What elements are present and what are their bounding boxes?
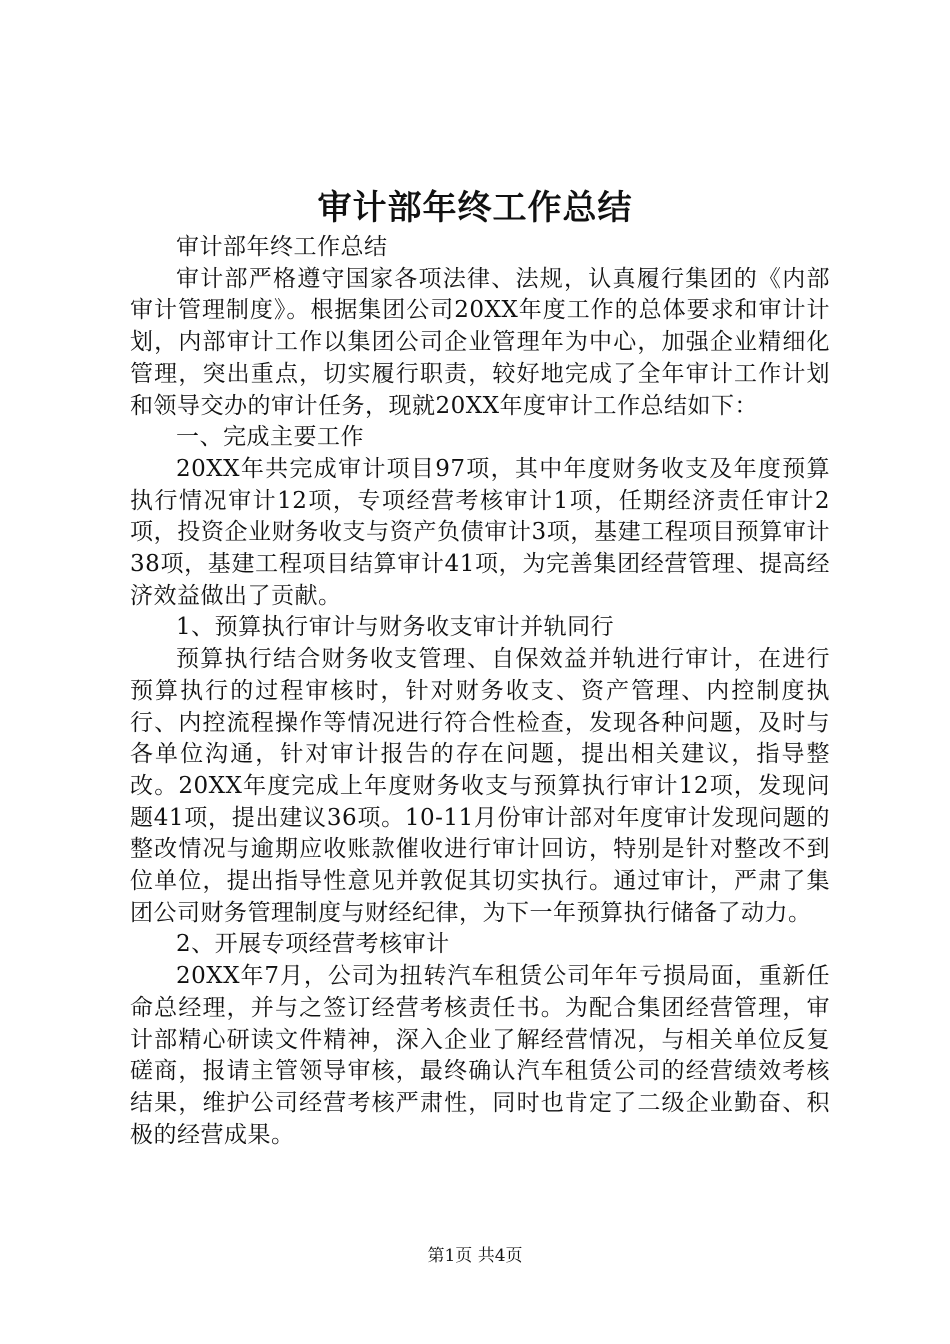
paragraph-special-audit: 20XX年7月，公司为扭转汽车租赁公司年年亏损局面，重新任命总经理，并与之签订经营考核责任书。为配合集团经营管理，审计部精心研读文件精神，深入企业了解经营情况，与相关单位反复磋商，报请主管领导审核，最终确认汽车租赁公司的经营绩效考核结果，维护公司经营考核严肃性，同时也肯定了二级企业勤奋、积极的经营成果。 [130,963,830,1148]
document-title: 审计部年终工作总结 [317,188,633,228]
page-number-footer: 第1页 共4页 [427,1246,523,1266]
subsection-heading-special-audit: 2、开展专项经营考核审计 [176,931,450,958]
section-heading-main-work: 一、完成主要工作 [176,424,364,451]
paragraph-intro: 审计部严格遵守国家各项法律、法规，认真履行集团的《内部审计管理制度》。根据集团公司20XX年度工作的总体要求和审计计划，内部审计工作以集团公司企业管理年为中心，加强企业精细化管理，突出重点，切实履行职责，较好地完成了全年审计工作计划和领导交办的审计任务，现就20XX年度审计工作总结如下： [130,265,830,419]
document-body [130,232,830,1151]
paragraph-budget-audit: 预算执行结合财务收支管理、自保效益并轨进行审计，在进行预算执行的过程审核时，针对财务收支、资产管理、内控制度执行、内控流程操作等情况进行符合性检查，发现各种问题，及时与各单位沟通，针对审计报告的存在问题，提出相关建议，指导整改。20XX年度完成上年度财务收支与预算执行审计12项，发现问题41项，提出建议36项。10-11月份审计部对年度审计发现问题的整改情况与逾期应收账款催收进行审计回访，特别是针对整改不到位单位，提出指导性意见并敦促其切实执行。通过审计，严肃了集团公司财务管理制度与财经纪律，为下一年预算执行储备了动力。 [130,646,830,926]
paragraph-main-work: 20XX年共完成审计项目97项，其中年度财务收支及年度预算执行情况审计12项，专项经营考核审计1项，任期经济责任审计2项，投资企业财务收支与资产负债审计3项，基建工程项目预算审计38项，基建工程项目结算审计41项，为完善集团经营管理、提高经济效益做出了贡献。 [130,455,830,609]
subsection-heading-budget-audit: 1、预算执行审计与财务收支审计并轨同行 [176,614,615,641]
paragraph-subtitle: 审计部年终工作总结 [176,234,388,260]
